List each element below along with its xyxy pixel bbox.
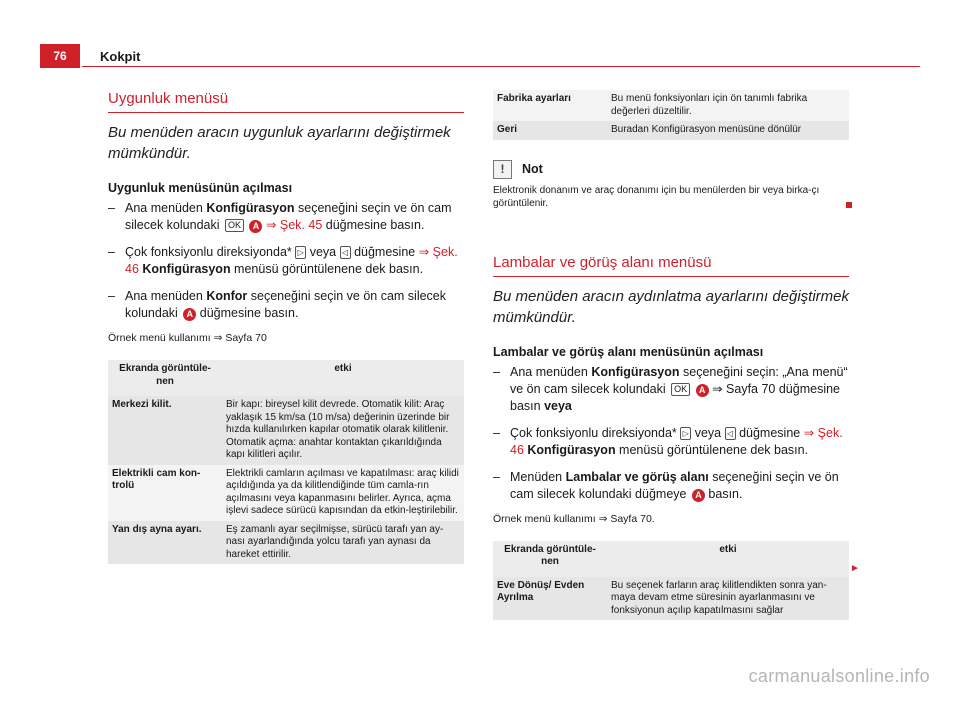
left-arrow-key-icon: ◁ <box>725 427 736 440</box>
page-number: 76 <box>40 44 80 68</box>
lights-settings-table <box>493 541 849 621</box>
step-3: – Menüden Lambalar ve görüş alanı seçeneğini seçin ve ön cam silecek kolundaki düğmeye A basın. <box>493 469 839 501</box>
step-1: – Ana menüden Konfigürasyon seçeneğini seçin ve ön cam silecek kolundaki OK A ⇒ Şek. 45 düğmesine basın. <box>108 201 452 232</box>
note-text: Elektronik donanım ve araç donanımı için bu menülerden bir veya birka-çı görüntülenir. <box>493 184 820 209</box>
table-row: Elektrikli cam kon-trolü Elektrikli camların açılması ve kapatılması: araç kilidi açıldığında ya da kilitlendiğinde tüm camla-rın açılmasını veya kapanmasını belirler. Ayrıca, açma işlevi sadece sürücü kapısından da etkin-leştirilebilir. <box>108 465 464 521</box>
continue-arrow-icon: ► <box>850 563 860 574</box>
section-title-comfort: Uygunluk menüsü <box>108 90 464 113</box>
table-header-display: Ekranda görüntüle-nen <box>108 360 222 396</box>
left-column <box>108 90 464 564</box>
right-column <box>493 90 849 620</box>
ok-key-icon: OK <box>225 219 244 232</box>
watermark: carmanualsonline.info <box>748 666 930 686</box>
subheading: Uygunluk menüsünün açılması <box>108 181 293 195</box>
section-lead: Bu menüden aracın uygunluk ayarlarını değiştirmek mümkündür. <box>108 124 451 162</box>
example-reference: Örnek menü kullanımı ⇒ Sayfa 70. <box>493 512 655 525</box>
right-arrow-key-icon: ▷ <box>295 246 306 259</box>
subheading: Lambalar ve görüş alanı menüsünün açılması <box>493 344 764 359</box>
ok-key-icon: OK <box>671 383 690 396</box>
section-lead: Bu menüden aracın aydınlatma ayarlarını değiştirmek mümkündür. <box>493 287 850 326</box>
table-row: Fabrika ayarları Bu menü fonksiyonları için ön tanımlı fabrika değerleri düzeltilir. <box>493 90 849 121</box>
table-row: Merkezi kilit. Bir kapı: bireysel kilit devrede. Otomatik kilit: Araç yaklaşık 15 km/sa (10 m/sa) değerinin üzerinde bir hızda kullanılırken kapılar otomatik olarak kilitlenir. Otomatik açma: anahtar kontaktan çıkarıldığında kapı kilitleri açılır. <box>108 396 464 465</box>
note-box <box>493 160 849 210</box>
button-a-badge: A <box>696 384 709 397</box>
step-2: – Çok fonksiyonlu direksiyonda* ▷ veya ◁ düğmesine ⇒ Şek. 46 Konfigürasyon menüsü görüntülenene dek basın. <box>493 425 843 457</box>
right-arrow-key-icon: ▷ <box>680 427 691 440</box>
table-header-effect: etki <box>607 541 849 577</box>
section-end-marker-icon <box>846 202 852 208</box>
table-row: Yan dış ayna ayarı. Eş zamanlı ayar seçilmişse, sürücü tarafı yan ay-nası ayarlandığında yolcu tarafı yan aynası da hareket ettirilir. <box>108 521 464 565</box>
table-header-display: Ekranda görüntüle-nen <box>493 541 607 577</box>
button-a-badge: A <box>692 489 705 502</box>
section-title-lights: Lambalar ve görüş alanı menüsü <box>493 254 849 277</box>
table-header-effect: etki <box>222 360 464 396</box>
note-icon: ! <box>493 160 512 179</box>
figure-link[interactable]: ⇒ Şek. 46 <box>510 425 843 457</box>
step-2: – Çok fonksiyonlu direksiyonda* ▷ veya ◁ düğmesine ⇒ Şek. 46 Konfigürasyon menüsü görüntülenene dek basın. <box>108 245 458 276</box>
left-arrow-key-icon: ◁ <box>340 246 351 259</box>
figure-link[interactable]: ⇒ Şek. 45 <box>262 218 323 232</box>
table-row: Geri Buradan Konfigürasyon menüsüne dönülür <box>493 121 849 140</box>
header-rule <box>82 66 920 67</box>
step-1: – Ana menüden Konfigürasyon seçeneğini seçin: „Ana menü“ ve ön cam silecek kolundaki OK A ⇒ Sayfa 70 düğmesine basın veya <box>493 364 848 413</box>
comfort-settings-table <box>108 360 464 564</box>
figure-link[interactable]: ⇒ Şek. 46 <box>125 245 458 276</box>
factory-settings-table <box>493 90 849 140</box>
note-title: Not <box>522 162 543 176</box>
chapter-title: Kokpit <box>100 49 141 64</box>
button-a-badge: A <box>249 220 262 233</box>
page-link[interactable]: ⇒ Sayfa 70 düğmesine basın <box>510 381 840 413</box>
table-row: Eve Dönüş/ Evden Ayrılma Bu seçenek farların araç kilitlendikten sonra yan-maya devam etme süresinin ayarlanmasını ve fonksiyonun açılıp kapatılmasını sağlar <box>493 577 849 621</box>
step-3: – Ana menüden Konfor seçeneğini seçin ve ön cam silecek kolundaki A düğmesine basın. <box>108 289 446 320</box>
example-reference: Örnek menü kullanımı ⇒ Sayfa 70 <box>108 332 267 344</box>
button-a-badge: A <box>183 308 196 321</box>
